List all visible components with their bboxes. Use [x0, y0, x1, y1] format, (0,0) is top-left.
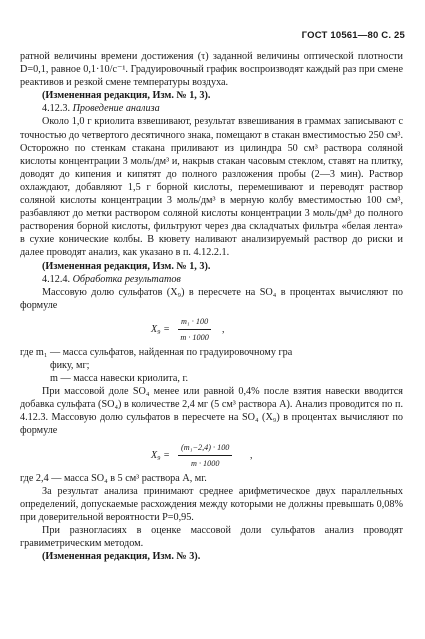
formula-fraction	[178, 441, 232, 470]
page-header: ГОСТ 10561—80 С. 25	[301, 30, 405, 41]
paragraph-result: За результат анализа принимают среднее арифметическое двух параллельных определений, допускаемые расхождения между которыми не должны превышать 0,08% при доверительной вероятности P=0,95.	[20, 485, 403, 523]
formula-numerator: m₁ · 100	[178, 315, 211, 330]
paragraph-procedure: Около 1,0 г криолита взвешивают, результат взвешивания в граммах записывают с точностью до четвертого десятичного знака, помещают в стакан вместимостью 250 см³. Осторожно по стенкам стакана приливают из цилиндра 50 см³ раствора соляной кислоты концентрации 3 моль/дм³ и, накрыв стакан часовым стеклом, ставят на плитку, доводят до кипения и кипятят до полного разложения пробы (2—3 мин). Раствор охлаждают, добавляют 1,5 г борной кислоты, перемешивают и переводят раствор соляной кислоты концентрации 3 моль/дм³ в мерную колбу вместимостью 100 см³, разбавляют до метки раствором соляной кислоты концентрации 3 моль/дм³ до полного растворения борной кислоты, фильтруют через два складчатых фильтра «белая лента» в сухие конические колбы. В кювету наливают анализируемый раствор до риски и далее проводят анализ, как указано в п. 4.12.2.1.	[20, 116, 403, 259]
amendment-note: (Измененная редакция, Изм. № 1, 3).	[42, 90, 211, 102]
formula-numerator: (m₁−2,4) · 100	[178, 441, 232, 456]
section-heading-4-12-3	[20, 102, 403, 115]
document-body	[20, 50, 403, 563]
formula-tail: ,	[250, 449, 253, 461]
section-number: 4.12.4.	[42, 273, 71, 285]
formula-lhs: X₉ =	[151, 323, 170, 335]
formula-denominator: m · 1000	[190, 458, 220, 468]
amendment-note: (Измененная редакция, Изм. № 1, 3).	[42, 260, 211, 272]
formula-denominator: m · 1000	[180, 332, 209, 342]
formula-2	[20, 438, 403, 472]
where-clause-line: фику, мг;	[50, 359, 90, 371]
formula-tail: ,	[222, 323, 225, 335]
paragraph-disagreement: При разногласиях в оценке массовой доли сульфатов анализ проводят гравиметрическим методом.	[20, 524, 403, 549]
where-clause-line: m — масса навески криолита, г.	[50, 373, 189, 385]
paragraph-small-content: При массовой доле SO₄ менее или равной 0,4% после взятия навески вводится добавка сульфата (SO₄) в количестве 2,4 мг (5 см³ раствора А). Анализ проводится по п. 4.12.3. Массовую долю сульфатов в пересчете на SO₄ (X₉) в процентах вычисляют по формуле	[20, 386, 403, 437]
amendment-note: (Измененная редакция, Изм. № 3).	[42, 551, 201, 563]
where-clause-line: где m₁ — масса сульфатов, найденная по градуировочному гра	[20, 346, 293, 358]
formula-lhs: X₉ =	[151, 449, 170, 461]
where-clause-line: где 2,4 — масса SO₄ в 5 см³ раствора А, мг.	[20, 472, 207, 484]
paragraph-formula-intro: Массовую долю сульфатов (X₉) в пересчете на SO₄ в процентах вычисляют по формуле	[20, 286, 403, 311]
section-title: Проведение анализа	[72, 103, 160, 115]
formula-1	[20, 312, 403, 346]
section-title: Обработка результатов	[72, 273, 181, 285]
paragraph-continuation: ратной величины времени достижения (τ) заданной величины оптической плотности D=0,1, равное 0,1·10/c⁻¹. Градуировочный график воспроизводят каждый раз при смене реактивов и резкой смене температуры воздуха.	[20, 51, 403, 89]
section-number: 4.12.3.	[42, 103, 71, 115]
section-heading-4-12-4	[20, 273, 403, 286]
formula-fraction	[178, 315, 211, 344]
